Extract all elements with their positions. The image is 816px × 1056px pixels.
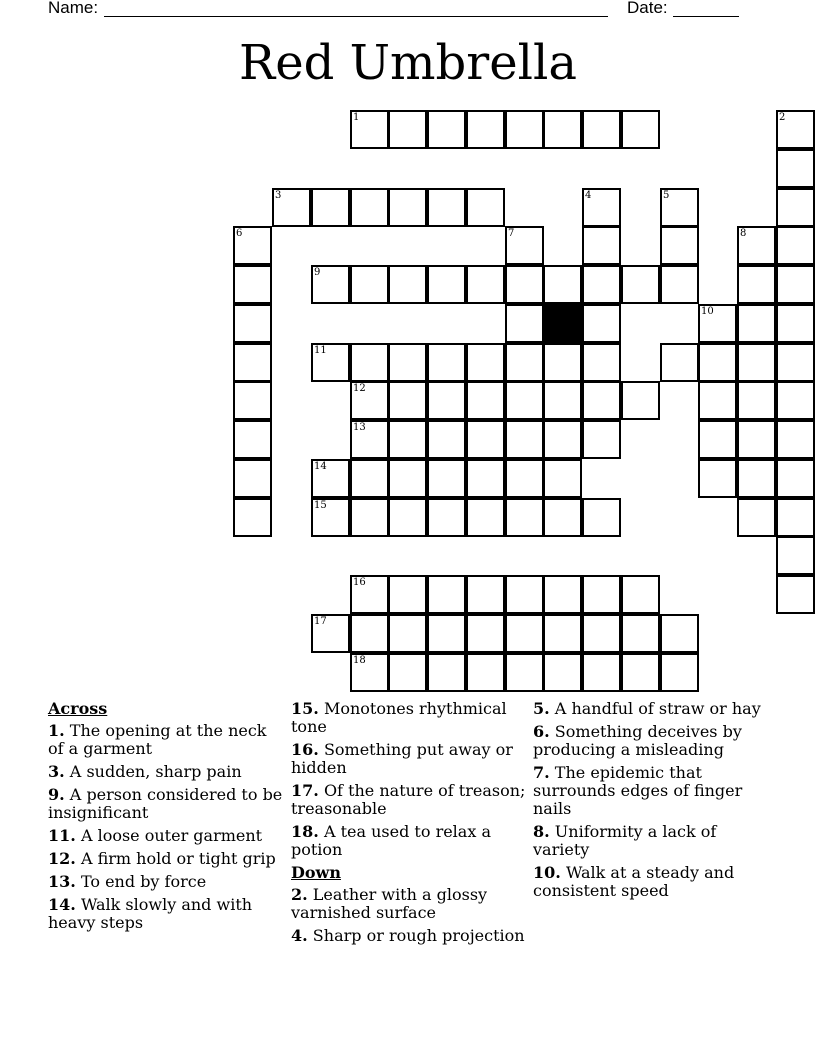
clue-number-label: 4. xyxy=(291,926,308,945)
clue-number: 6 xyxy=(236,228,243,239)
date-field[interactable] xyxy=(673,16,739,17)
grid-cell[interactable] xyxy=(543,575,582,614)
grid-cell[interactable] xyxy=(776,536,815,575)
grid-cell[interactable] xyxy=(427,614,466,653)
grid-cell[interactable] xyxy=(737,381,776,420)
clue xyxy=(48,763,283,781)
clue-list xyxy=(291,886,526,945)
grid-cell[interactable] xyxy=(505,226,544,265)
name-label: Name: xyxy=(48,0,99,17)
grid-cell[interactable] xyxy=(582,381,621,420)
clue-text: Of the nature of treason; treasonable xyxy=(291,781,526,818)
grid-cell[interactable] xyxy=(698,381,737,420)
grid-cell[interactable] xyxy=(776,498,815,537)
clue xyxy=(533,823,768,859)
grid-cell[interactable] xyxy=(582,226,621,265)
clue-text: A sudden, sharp pain xyxy=(69,762,242,781)
grid-cell[interactable] xyxy=(311,188,350,227)
clue-column-1 xyxy=(48,700,283,937)
clue-column-2 xyxy=(291,700,526,950)
clue-number-label: 1. xyxy=(48,721,65,740)
grid-cell[interactable] xyxy=(466,110,505,149)
clue-number-label: 9. xyxy=(48,785,65,804)
grid-cell[interactable] xyxy=(466,343,505,382)
grid-cell[interactable] xyxy=(466,575,505,614)
grid-cell[interactable] xyxy=(582,498,621,537)
grid-cell[interactable] xyxy=(698,304,737,343)
grid-cell[interactable] xyxy=(350,343,389,382)
grid-cell[interactable] xyxy=(660,265,699,304)
grid-cell[interactable] xyxy=(776,459,815,498)
clue-number-label: 15. xyxy=(291,699,319,718)
clue-number: 9 xyxy=(314,267,321,278)
grid-cell[interactable] xyxy=(388,653,427,692)
clue xyxy=(291,823,526,859)
grid-cell[interactable] xyxy=(505,110,544,149)
clue xyxy=(291,700,526,736)
black-cell xyxy=(543,304,582,343)
header xyxy=(0,0,816,20)
clue-number-label: 10. xyxy=(533,863,561,882)
grid-cell[interactable] xyxy=(233,381,272,420)
grid-cell[interactable] xyxy=(543,498,582,537)
grid-cell[interactable] xyxy=(427,265,466,304)
clue xyxy=(533,700,768,718)
grid-cell[interactable] xyxy=(427,343,466,382)
clue-number-label: 18. xyxy=(291,822,319,841)
clue xyxy=(533,764,768,818)
grid-cell[interactable] xyxy=(466,498,505,537)
grid-cell[interactable] xyxy=(388,381,427,420)
grid-cell[interactable] xyxy=(233,498,272,537)
grid-cell[interactable] xyxy=(233,459,272,498)
clue-text: Monotones rhythmical tone xyxy=(291,699,507,736)
grid-cell[interactable] xyxy=(737,420,776,459)
grid-cell[interactable] xyxy=(350,653,389,692)
clue-number: 18 xyxy=(353,655,366,666)
clue-number: 7 xyxy=(508,228,515,239)
grid-cell[interactable] xyxy=(660,653,699,692)
grid-cell[interactable] xyxy=(350,110,389,149)
clue xyxy=(48,786,283,822)
grid-cell[interactable] xyxy=(621,653,660,692)
grid-cell[interactable] xyxy=(505,653,544,692)
grid-cell[interactable] xyxy=(466,459,505,498)
grid-cell[interactable] xyxy=(388,614,427,653)
clue-number: 14 xyxy=(314,461,327,472)
clue-text: Walk at a steady and consistent speed xyxy=(533,863,735,900)
grid-cell[interactable] xyxy=(621,575,660,614)
grid-cell[interactable] xyxy=(505,459,544,498)
grid-cell[interactable] xyxy=(388,265,427,304)
grid-cell[interactable] xyxy=(505,265,544,304)
clue-number: 12 xyxy=(353,383,366,394)
clue-text: A handful of straw or hay xyxy=(554,699,761,718)
clue-text: The opening at the neck of a garment xyxy=(48,721,267,758)
grid-cell[interactable] xyxy=(737,304,776,343)
grid-cell[interactable] xyxy=(350,614,389,653)
date-label: Date: xyxy=(627,0,668,17)
grid-cell[interactable] xyxy=(388,498,427,537)
clue-number-label: 12. xyxy=(48,849,76,868)
grid-cell[interactable] xyxy=(776,343,815,382)
grid-cell[interactable] xyxy=(505,343,544,382)
clue-number: 11 xyxy=(314,345,327,356)
grid-cell[interactable] xyxy=(505,498,544,537)
clue-list xyxy=(533,700,768,900)
down-heading: Down xyxy=(291,863,341,882)
grid-cell[interactable] xyxy=(388,420,427,459)
grid-cell[interactable] xyxy=(582,420,621,459)
grid-cell[interactable] xyxy=(466,381,505,420)
grid-cell[interactable] xyxy=(776,265,815,304)
grid-cell[interactable] xyxy=(505,381,544,420)
name-field[interactable] xyxy=(104,16,608,17)
grid-cell[interactable] xyxy=(350,265,389,304)
clue-column-3 xyxy=(533,700,768,905)
clue-number: 1 xyxy=(353,112,360,123)
clue-list xyxy=(291,700,526,859)
clue-text: Sharp or rough projection xyxy=(312,926,525,945)
clue-text: Something deceives by producing a misleading xyxy=(533,722,742,759)
grid-cell[interactable] xyxy=(660,343,699,382)
grid-cell[interactable] xyxy=(621,381,660,420)
grid-cell[interactable] xyxy=(505,614,544,653)
grid-cell[interactable] xyxy=(737,226,776,265)
grid-cell[interactable] xyxy=(543,420,582,459)
grid-cell[interactable] xyxy=(543,381,582,420)
grid-cell[interactable] xyxy=(776,575,815,614)
clue-number: 5 xyxy=(663,190,670,201)
clue-number-label: 2. xyxy=(291,885,308,904)
clue-number: 13 xyxy=(353,422,366,433)
clue-number: 8 xyxy=(740,228,747,239)
grid-cell[interactable] xyxy=(776,188,815,227)
grid-cell[interactable] xyxy=(233,343,272,382)
grid-cell[interactable] xyxy=(466,614,505,653)
clue-number: 3 xyxy=(275,190,282,201)
grid-cell[interactable] xyxy=(427,420,466,459)
clue-number-label: 16. xyxy=(291,740,319,759)
grid-cell[interactable] xyxy=(582,343,621,382)
grid-cell[interactable] xyxy=(350,459,389,498)
grid-cell[interactable] xyxy=(776,149,815,188)
clue xyxy=(48,850,283,868)
grid-cell[interactable] xyxy=(388,575,427,614)
grid-cell[interactable] xyxy=(582,653,621,692)
grid-cell[interactable] xyxy=(776,420,815,459)
clue xyxy=(48,873,283,891)
grid-cell[interactable] xyxy=(505,575,544,614)
grid-cell[interactable] xyxy=(698,459,737,498)
grid-cell[interactable] xyxy=(582,265,621,304)
clue-text: A person considered to be insignificant xyxy=(48,785,283,822)
clue-number-label: 14. xyxy=(48,895,76,914)
clue-number-label: 7. xyxy=(533,763,550,782)
clue-number-label: 13. xyxy=(48,872,76,891)
clue-text: To end by force xyxy=(80,872,207,891)
grid-cell[interactable] xyxy=(311,343,350,382)
grid-cell[interactable] xyxy=(543,653,582,692)
grid-cell[interactable] xyxy=(698,343,737,382)
clue-text: Walk slowly and with heavy steps xyxy=(48,895,253,932)
clue-number-label: 6. xyxy=(533,722,550,741)
grid-cell[interactable] xyxy=(350,420,389,459)
clue xyxy=(291,782,526,818)
grid-cell[interactable] xyxy=(233,265,272,304)
clue-number-label: 17. xyxy=(291,781,319,800)
grid-cell[interactable] xyxy=(776,110,815,149)
grid-cell[interactable] xyxy=(350,381,389,420)
grid-cell[interactable] xyxy=(737,343,776,382)
clue xyxy=(48,722,283,758)
clue-number: 16 xyxy=(353,577,366,588)
grid-cell[interactable] xyxy=(427,381,466,420)
clue-text: A loose outer garment xyxy=(80,826,263,845)
clue xyxy=(291,927,526,945)
grid-cell[interactable] xyxy=(233,420,272,459)
grid-cell[interactable] xyxy=(388,188,427,227)
grid-cell[interactable] xyxy=(350,498,389,537)
grid-cell[interactable] xyxy=(660,226,699,265)
grid-cell[interactable] xyxy=(427,110,466,149)
grid-cell[interactable] xyxy=(427,498,466,537)
grid-cell[interactable] xyxy=(776,381,815,420)
puzzle-title: Red Umbrella xyxy=(239,35,577,91)
grid-cell[interactable] xyxy=(660,614,699,653)
clue-number-label: 11. xyxy=(48,826,76,845)
grid-cell[interactable] xyxy=(272,188,311,227)
clue-number: 4 xyxy=(585,190,592,201)
grid-cell[interactable] xyxy=(582,575,621,614)
clue-text: The epidemic that surrounds edges of finger nails xyxy=(533,763,743,818)
grid-cell[interactable] xyxy=(466,420,505,459)
clue-text: Uniformity a lack of variety xyxy=(533,822,717,859)
grid-cell[interactable] xyxy=(543,343,582,382)
grid-cell[interactable] xyxy=(466,265,505,304)
grid-cell[interactable] xyxy=(233,304,272,343)
grid-cell[interactable] xyxy=(737,265,776,304)
clue xyxy=(48,896,283,932)
across-heading: Across xyxy=(48,699,108,718)
grid-cell[interactable] xyxy=(737,459,776,498)
grid-cell[interactable] xyxy=(543,459,582,498)
clue-number: 17 xyxy=(314,616,327,627)
clue-number: 10 xyxy=(701,306,714,317)
clue xyxy=(533,864,768,900)
clue-text: Something put away or hidden xyxy=(291,740,513,777)
grid-cell[interactable] xyxy=(505,304,544,343)
clue xyxy=(291,886,526,922)
grid-cell[interactable] xyxy=(427,188,466,227)
clue-number: 15 xyxy=(314,500,327,511)
grid-cell[interactable] xyxy=(582,110,621,149)
grid-cell[interactable] xyxy=(388,343,427,382)
grid-cell[interactable] xyxy=(350,575,389,614)
clue-number-label: 3. xyxy=(48,762,65,781)
clue-list xyxy=(48,722,283,932)
clue-number-label: 5. xyxy=(533,699,550,718)
grid-cell[interactable] xyxy=(388,110,427,149)
grid-cell[interactable] xyxy=(582,188,621,227)
grid-cell[interactable] xyxy=(543,110,582,149)
grid-cell[interactable] xyxy=(776,304,815,343)
grid-cell[interactable] xyxy=(776,226,815,265)
grid-cell[interactable] xyxy=(505,420,544,459)
clue xyxy=(533,723,768,759)
grid-cell[interactable] xyxy=(311,498,350,537)
grid-cell[interactable] xyxy=(311,459,350,498)
grid-cell[interactable] xyxy=(621,614,660,653)
grid-cell[interactable] xyxy=(350,188,389,227)
grid-cell[interactable] xyxy=(233,226,272,265)
grid-cell[interactable] xyxy=(466,188,505,227)
grid-cell[interactable] xyxy=(466,653,505,692)
clue xyxy=(291,741,526,777)
clue xyxy=(48,827,283,845)
grid-cell[interactable] xyxy=(311,614,350,653)
grid-cell[interactable] xyxy=(543,265,582,304)
clue-text: A firm hold or tight grip xyxy=(80,849,276,868)
clue-text: Leather with a glossy varnished surface xyxy=(291,885,488,922)
grid-cell[interactable] xyxy=(311,265,350,304)
grid-cell[interactable] xyxy=(388,459,427,498)
clue-number: 2 xyxy=(779,112,786,123)
grid-cell[interactable] xyxy=(427,653,466,692)
grid-cell[interactable] xyxy=(621,110,660,149)
clue-text: A tea used to relax a potion xyxy=(291,822,491,859)
grid-cell[interactable] xyxy=(621,265,660,304)
grid-cell[interactable] xyxy=(582,304,621,343)
grid-cell[interactable] xyxy=(698,420,737,459)
grid-cell[interactable] xyxy=(543,614,582,653)
grid-cell[interactable] xyxy=(427,575,466,614)
clue-number-label: 8. xyxy=(533,822,550,841)
grid-cell[interactable] xyxy=(737,498,776,537)
grid-cell[interactable] xyxy=(427,459,466,498)
grid-cell[interactable] xyxy=(582,614,621,653)
grid-cell[interactable] xyxy=(660,188,699,227)
